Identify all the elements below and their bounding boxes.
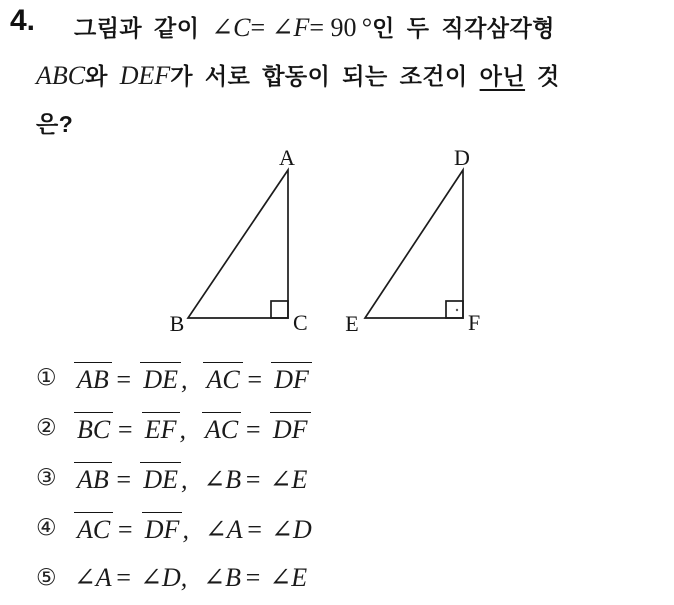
segment-name: DF <box>270 412 311 445</box>
choice-expression <box>74 362 312 395</box>
angle-term: ∠B <box>203 563 241 592</box>
choice-row <box>36 403 312 453</box>
triangles-figure <box>150 140 530 345</box>
choice-marker: ④ <box>36 515 57 541</box>
question-text-segment: 것 <box>525 63 560 89</box>
question-text-segment: 인 두 직각삼각형 <box>372 15 555 41</box>
angle-term: ∠E <box>269 464 308 494</box>
choice-row <box>36 553 312 603</box>
angle-term: ∠D <box>140 563 181 592</box>
vertex-label-d: D <box>454 145 470 170</box>
choice-expression <box>74 512 312 545</box>
question-text-segment: = <box>250 13 272 42</box>
operator: , <box>180 464 188 494</box>
question-text-segment: = 90 ° <box>309 13 373 42</box>
choice-expression <box>74 412 311 445</box>
choice-expression <box>74 462 307 495</box>
angle-term: ∠B <box>203 464 242 494</box>
operator: , <box>180 364 188 394</box>
operator: , <box>180 563 188 592</box>
question-text-segment: 아닌 <box>479 63 526 89</box>
triangle-def <box>345 145 480 336</box>
question-text-segment: ∠ <box>211 13 234 42</box>
choice-marker: ⑤ <box>36 565 57 591</box>
right-angle-mark-c <box>271 301 288 318</box>
segment-name: AB <box>74 462 112 495</box>
segment-name: DE <box>140 462 181 495</box>
question-text-segment: DEF <box>119 61 171 90</box>
vertex-label-e: E <box>345 311 359 336</box>
segment-name: DE <box>140 362 181 395</box>
operator: = <box>116 414 134 444</box>
segment-name: EF <box>142 412 180 445</box>
operator: = <box>245 514 264 544</box>
segment-name: AC <box>203 362 242 395</box>
choice-marker: ③ <box>36 465 57 491</box>
vertex-label-f: F <box>468 310 481 335</box>
operator: = <box>245 364 264 394</box>
right-angle-dot-f <box>456 309 458 311</box>
choice-row <box>36 353 312 403</box>
question-text <box>36 6 666 150</box>
vertex-label-a: A <box>279 145 295 170</box>
right-angle-mark-f <box>446 301 463 318</box>
operator: , <box>182 514 189 544</box>
angle-term: ∠D <box>271 514 312 544</box>
question-text-segment: F <box>293 13 310 42</box>
question-text-segment: 가 서로 합동이 되는 조건이 <box>170 63 480 89</box>
operator: = <box>244 464 262 494</box>
triangle-def-outline <box>365 170 463 318</box>
question-text-segment: ∠ <box>271 13 294 42</box>
choice-row <box>36 503 312 553</box>
segment-name: DF <box>142 512 183 545</box>
angle-term: ∠E <box>269 563 308 592</box>
segment-name: AC <box>202 412 241 445</box>
question-text-segment: 그림과 같이 <box>74 15 212 41</box>
operator: , <box>179 414 187 444</box>
segment-name: DF <box>271 362 312 395</box>
choice-expression <box>74 563 307 593</box>
angle-term: ∠A <box>204 514 243 544</box>
segment-name: BC <box>74 412 113 445</box>
choice-marker: ② <box>36 415 57 441</box>
answer-choices <box>36 353 312 603</box>
question-text-segment: ABC <box>36 61 86 90</box>
triangle-abc <box>170 145 308 336</box>
choice-row <box>36 453 312 503</box>
vertex-label-b: B <box>169 311 185 336</box>
angle-term: ∠A <box>74 563 112 592</box>
vertex-label-c: C <box>293 310 308 335</box>
operator: = <box>244 414 262 444</box>
operator: = <box>114 464 133 494</box>
choice-marker: ① <box>36 365 57 391</box>
question-text-segment: 은? <box>36 111 74 137</box>
operator: = <box>116 514 134 544</box>
operator: = <box>243 563 262 592</box>
question-text-segment: C <box>233 13 251 42</box>
operator: = <box>114 563 133 592</box>
operator: = <box>114 364 133 394</box>
question-text-segment: 와 <box>85 63 120 89</box>
segment-name: AC <box>74 512 113 545</box>
segment-name: AB <box>74 362 112 395</box>
triangle-abc-outline <box>188 170 288 318</box>
question-number: 4. <box>10 4 36 37</box>
